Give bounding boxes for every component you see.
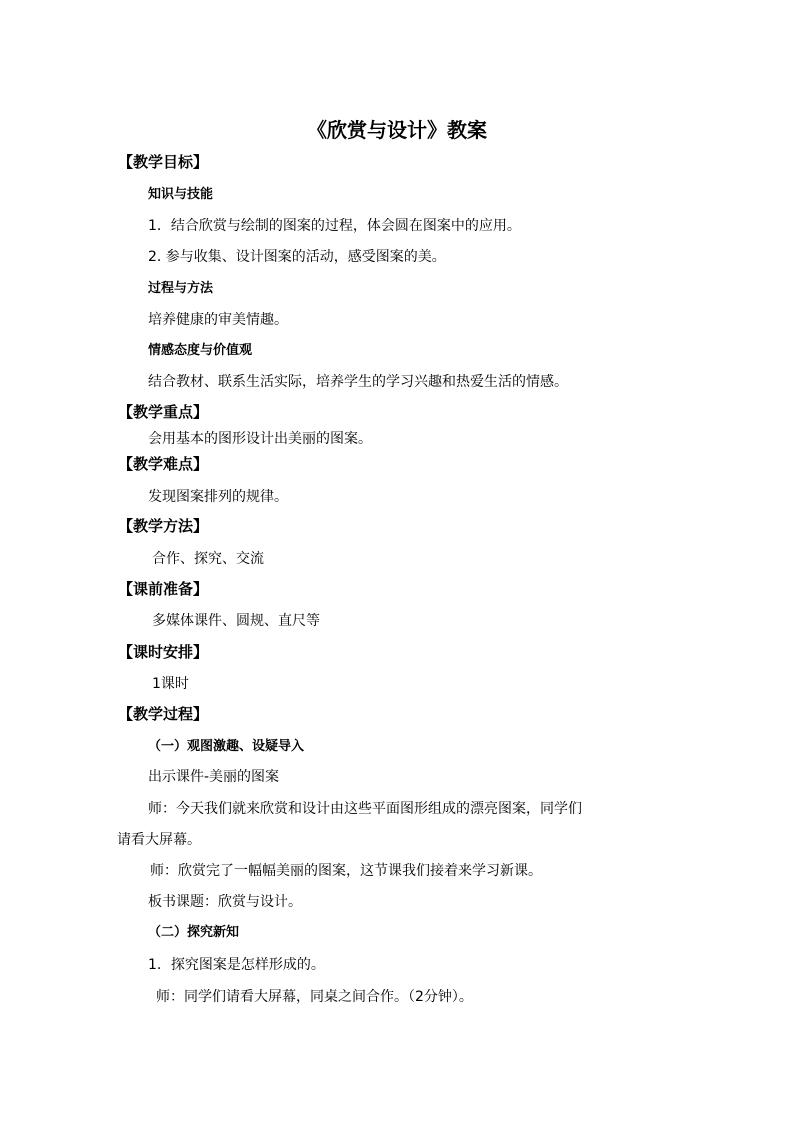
key-points-content: 会用基本的图形设计出美丽的图案。	[148, 431, 372, 447]
process-line-2b: 请看大屏幕。	[117, 832, 201, 848]
preparation-content: 多媒体课件、圆规、直尺等	[152, 613, 320, 629]
heading-key-points: 【教学重点】	[118, 403, 209, 421]
process-step-2-title: （二）探究新知	[148, 925, 240, 940]
page-title: 《欣赏与设计》教案	[307, 118, 487, 142]
heading-difficulties: 【教学难点】	[118, 455, 209, 473]
knowledge-item-2: 2. 参与收集、设计图案的活动，感受图案的美。	[148, 249, 446, 265]
process-step-1-title: （一）观图激趣、设疑导入	[148, 739, 305, 754]
schedule-content: 1课时	[152, 676, 189, 692]
heading-preparation: 【课前准备】	[118, 580, 209, 598]
process-line-5: 1．探究图案是怎样形成的。	[148, 957, 325, 973]
knowledge-item-1: 1．结合欣赏与绘制的图案的过程，体会圆在图案中的应用。	[148, 218, 521, 234]
process-line-3: 师：欣赏完了一幅幅美丽的图案，这节课我们接着来学习新课。	[150, 863, 542, 879]
heading-schedule: 【课时安排】	[118, 643, 209, 661]
process-line-6: 师：同学们请看大屏幕，同桌之间合作。（2分钟）。	[156, 989, 473, 1005]
subheading-knowledge-skills: 知识与技能	[148, 187, 214, 202]
subheading-process-methods: 过程与方法	[148, 281, 214, 296]
heading-objectives: 【教学目标】	[118, 153, 209, 171]
difficulties-content: 发现图案排列的规律。	[148, 489, 288, 505]
subheading-emotion-values: 情感态度与价值观	[148, 343, 253, 358]
methods-content: 合作、探究、交流	[152, 551, 264, 567]
process-line-4: 板书课题：欣赏与设计。	[148, 894, 302, 910]
heading-methods: 【教学方法】	[118, 517, 209, 535]
heading-process: 【教学过程】	[118, 705, 209, 723]
process-line-2a: 师：今天我们就来欣赏和设计由这些平面图形组成的漂亮图案，同学们	[148, 801, 582, 817]
process-item: 培养健康的审美情趣。	[148, 312, 288, 328]
process-line-1: 出示课件-美丽的图案	[148, 769, 280, 785]
emotion-item: 结合教材、联系生活实际，培养学生的学习兴趣和热爱生活的情感。	[148, 374, 568, 390]
